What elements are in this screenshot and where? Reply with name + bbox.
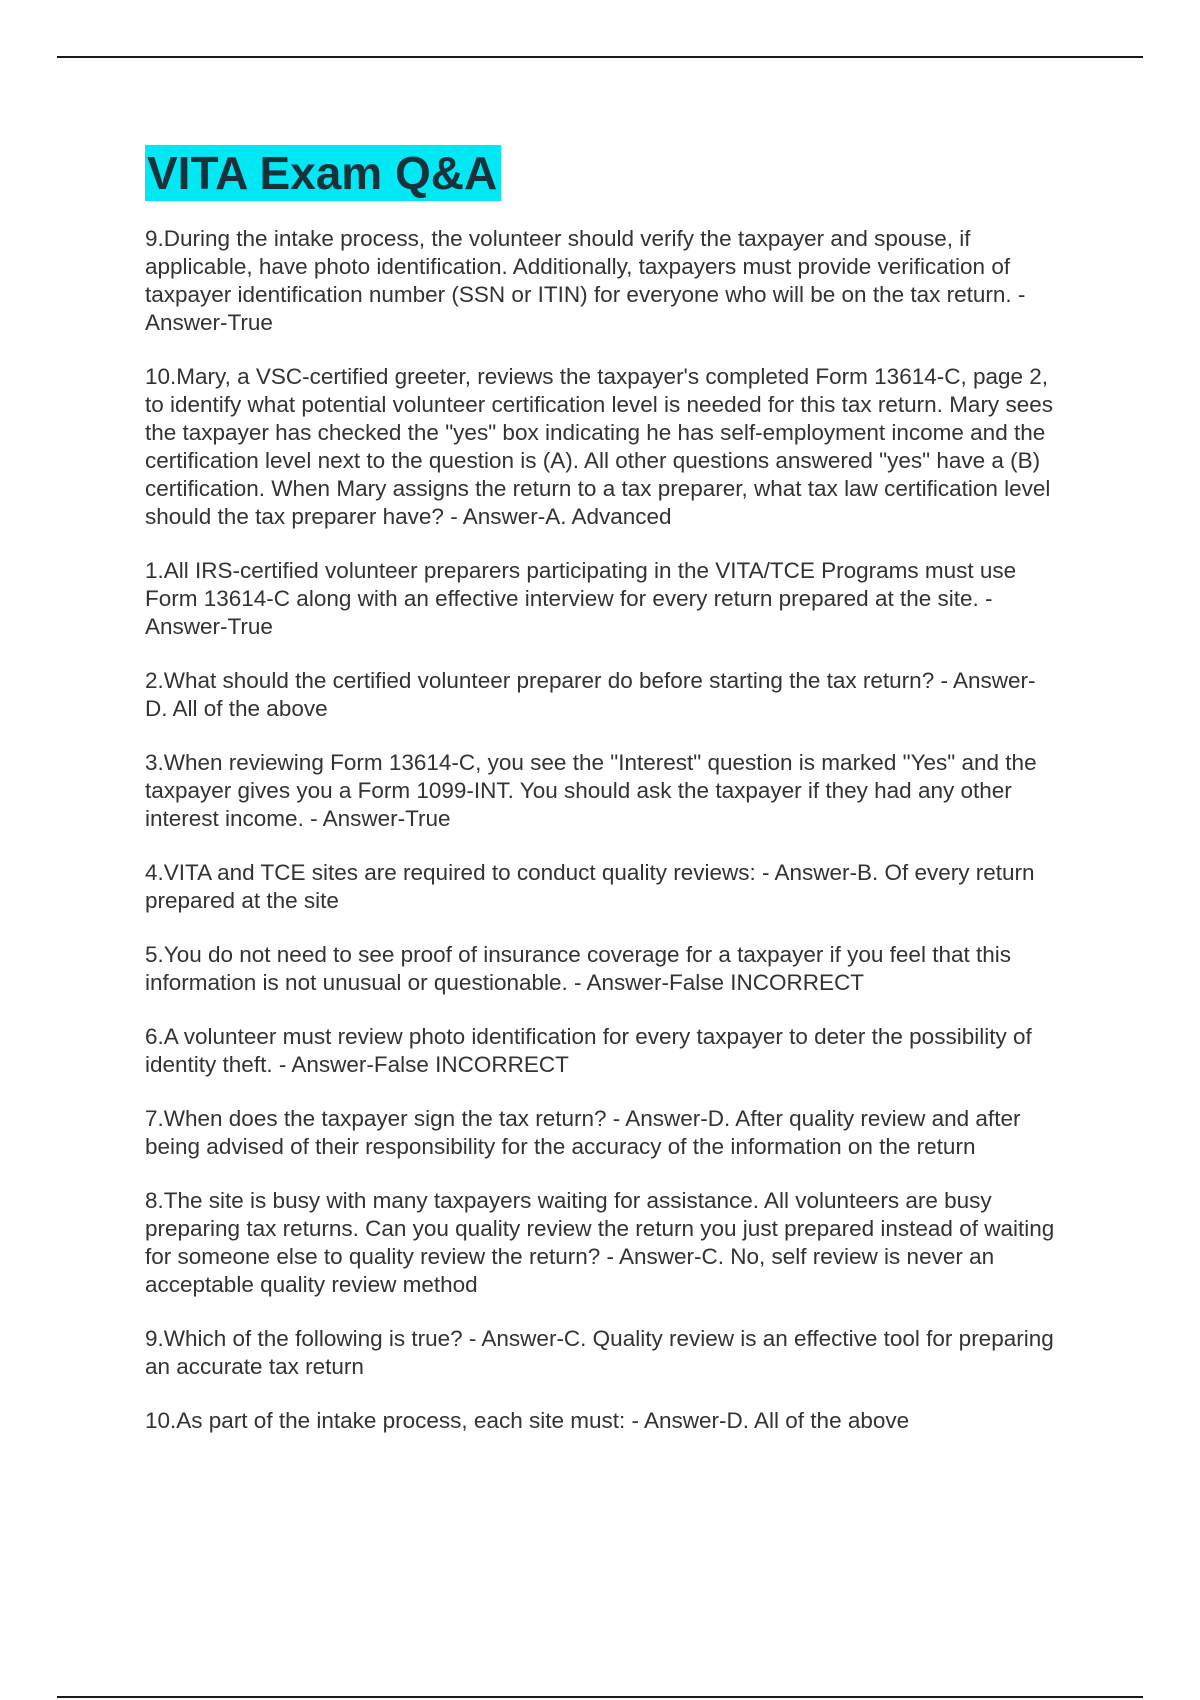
qa-item: 5.You do not need to see proof of insurance coverage for a taxpayer if you feel that this information is not unusual or questionable. - Answer-False INCORRECT — [145, 942, 1011, 995]
qa-item: 3.When reviewing Form 13614-C, you see the "Interest" question is marked "Yes" and the taxpayer gives you a Form 1099-INT. You should ask the taxpayer if they had any other interest income. - Answer-True — [145, 750, 1037, 831]
qa-item: 10.As part of the intake process, each site must: - Answer-D. All of the above — [145, 1408, 910, 1433]
qa-list — [145, 225, 1055, 1435]
qa-item: 8.The site is busy with many taxpayers waiting for assistance. All volunteers are busy preparing tax returns. Can you quality review the return you just prepared instead of waiting for someone else to quality review the return? - Answer-C. No, self review is never an acceptable quality review method — [145, 1188, 1055, 1297]
qa-item: 2.What should the certified volunteer preparer do before starting the tax return? - Answer-D. All of the above — [145, 668, 1036, 721]
document-title: VITA Exam Q&A — [145, 145, 501, 201]
footer-rule — [57, 1696, 1143, 1698]
qa-item: 9.During the intake process, the volunteer should verify the taxpayer and spouse, if applicable, have photo identification. Additionally, taxpayers must provide verification of taxpayer identification number (SSN or ITIN) for everyone who will be on the tax return. - Answer-True — [145, 226, 1026, 335]
qa-item: 1.All IRS-certified volunteer preparers participating in the VITA/TCE Programs must use Form 13614-C along with an effective interview for every return prepared at the site. - Answer-True — [145, 558, 1017, 639]
qa-item: 4.VITA and TCE sites are required to conduct quality reviews: - Answer-B. Of every return prepared at the site — [145, 860, 1035, 913]
qa-item: 6.A volunteer must review photo identification for every taxpayer to deter the possibility of identity theft. - Answer-False INCORRECT — [145, 1024, 1032, 1077]
document-body — [145, 145, 1055, 1461]
header-rule — [57, 56, 1143, 58]
qa-item: 9.Which of the following is true? - Answer-C. Quality review is an effective tool for preparing an accurate tax return — [145, 1326, 1054, 1379]
qa-item: 7.When does the taxpayer sign the tax return? - Answer-D. After quality review and after being advised of their responsibility for the accuracy of the information on the return — [145, 1106, 1021, 1159]
qa-item: 10.Mary, a VSC-certified greeter, reviews the taxpayer's completed Form 13614-C, page 2, to identify what potential volunteer certification level is needed for this tax return. Mary sees the taxpayer has checked the "yes" box indicating he has self-employment income and the certification level next to the question is (A). All other questions answered "yes" have a (B) certification. When Mary assigns the return to a tax preparer, what tax law certification level should the tax preparer have? - Answer-A. Advanced — [145, 364, 1053, 529]
